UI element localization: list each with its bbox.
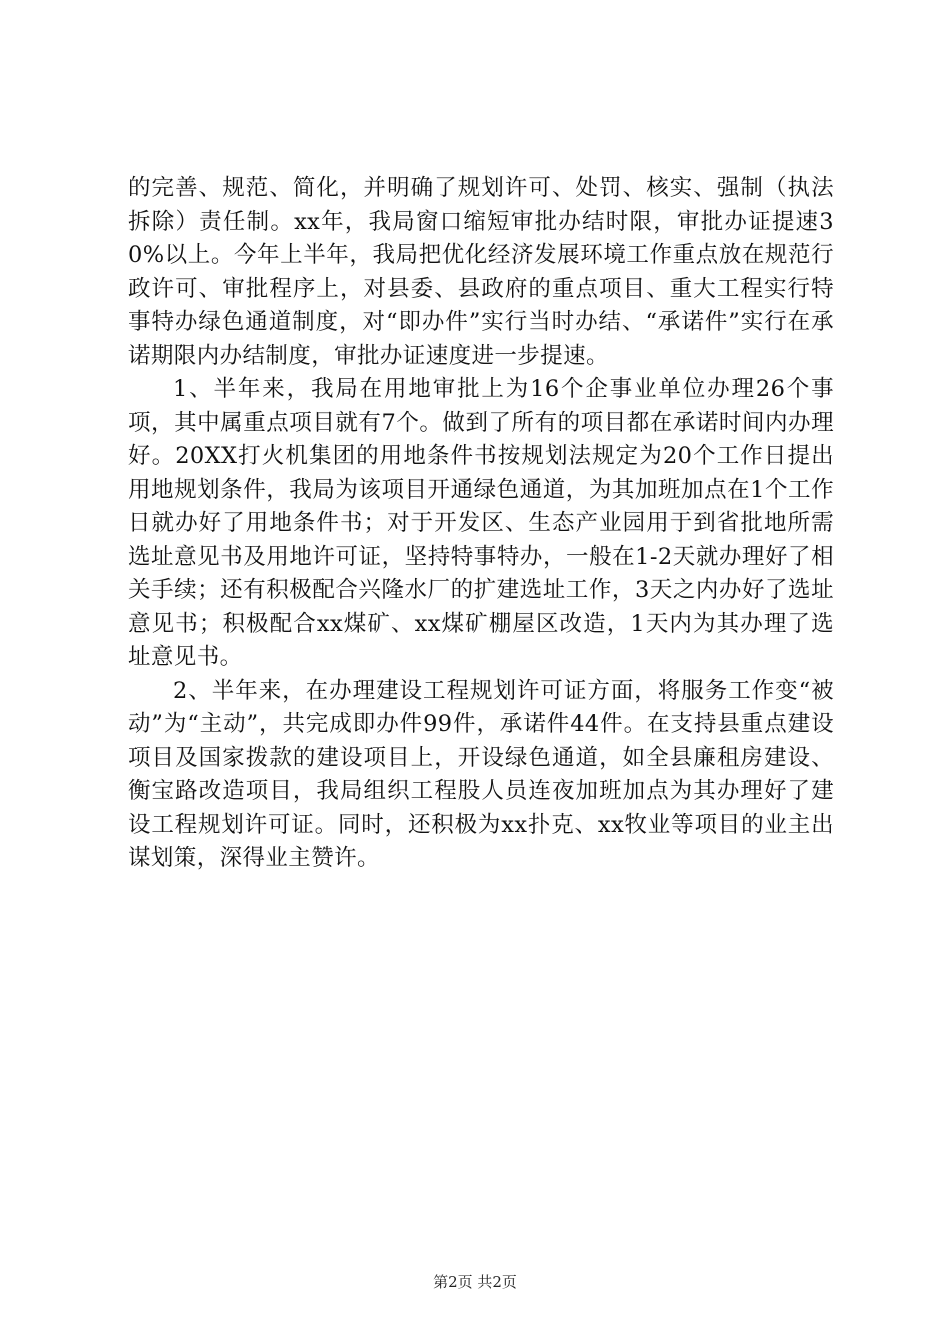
page-footer: 第2页 共2页 [433, 1273, 517, 1291]
paragraph-intro: 的完善、规范、简化，并明确了规划许可、处罚、核实、强制（执法拆除）责任制。xx年，我局窗口缩短审批办结时限，审批办证提速30%以上。今年上半年，我局把优化经济发展环境工作重点放在规范行政许可、审批程序上，对县委、县政府的重点项目、重大工程实行特事特办绿色通道制度，对“即办件”实行当时办结、“承诺件”实行在承诺期限内办结制度，审批办证速度进一步提速。 [128, 175, 834, 369]
paragraph-item-1: 1、半年来，我局在用地审批上为16个企事业单位办理26个事项，其中属重点项目就有7个。做到了所有的项目都在承诺时间内办理好。20XX打火机集团的用地条件书按规划法规定为20个工作日提出用地规划条件，我局为该项目开通绿色通道，为其加班加点在1个工作日就办好了用地条件书；对于开发区、生态产业园用于到省批地所需选址意见书及用地许可证，坚持特事特办，一般在1-2天就办理好了相关手续；还有积极配合兴隆水厂的扩建选址工作，3天之内办好了选址意见书；积极配合xx煤矿、xx煤矿棚屋区改造，1天内为其办理了选址意见书。 [128, 376, 834, 670]
document-body [128, 172, 834, 876]
paragraph-item-2: 2、半年来，在办理建设工程规划许可证方面，将服务工作变“被动”为“主动”，共完成即办件99件，承诺件44件。在支持县重点建设项目及国家拨款的建设项目上，开设绿色通道，如全县廉租房建设、衡宝路改造项目，我局组织工程股人员连夜加班加点为其办理好了建设工程规划许可证。同时，还积极为xx扑克、xx牧业等项目的业主出谋划策，深得业主赞许。 [128, 677, 834, 871]
